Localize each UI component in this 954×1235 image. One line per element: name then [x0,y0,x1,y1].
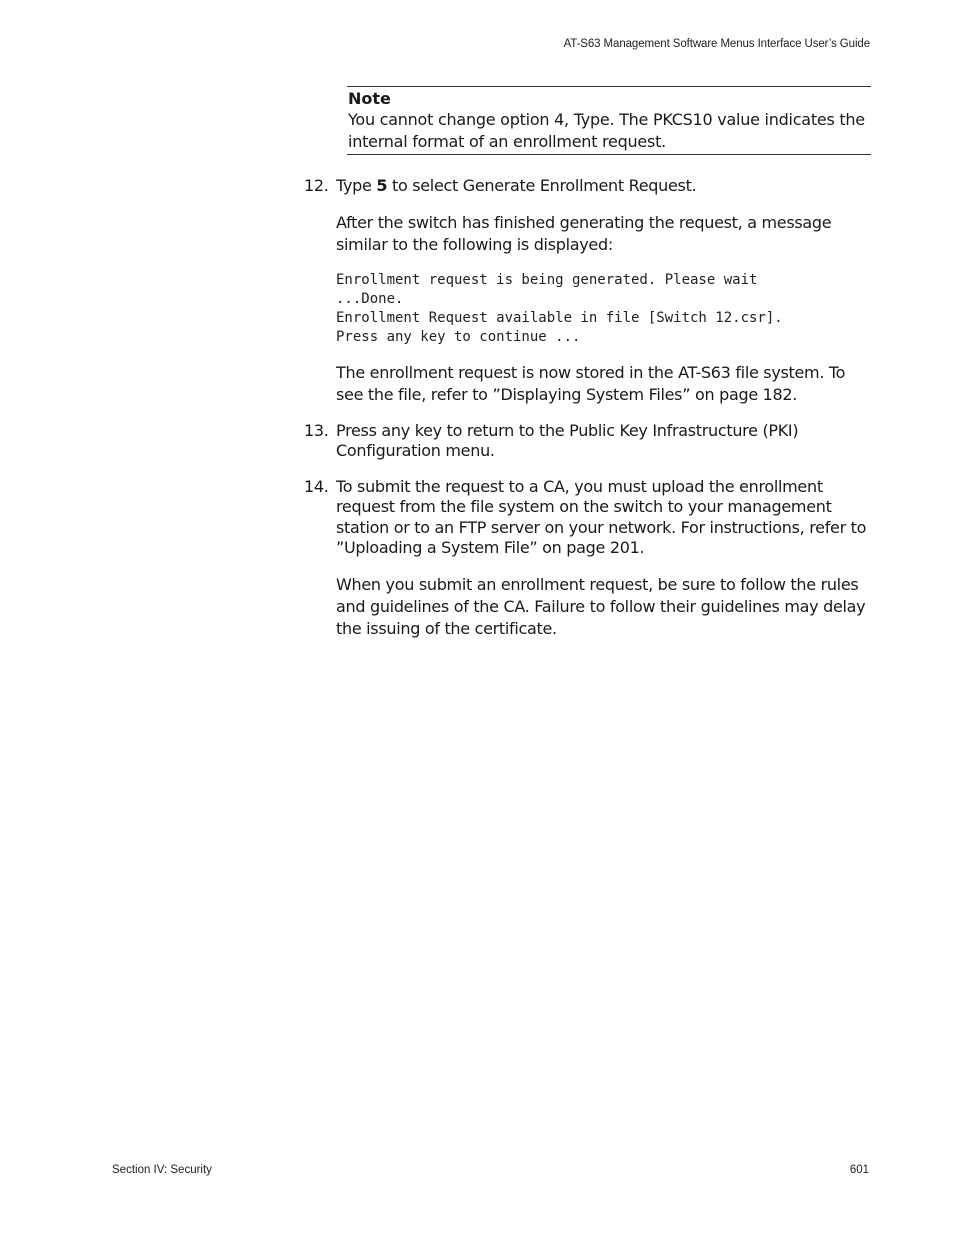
main-content [304,176,870,640]
code-line: Enrollment Request available in file [Switch 12.csr]. [336,309,783,326]
step-number: 14. [304,476,329,496]
step-12-paragraph-2: The enrollment request is now stored in the AT-S63 file system. To see the file, refer to ”Displaying System Files” on page 182. [336,362,846,404]
step-number: 13. [304,420,329,440]
note-body: You cannot change option 4, Type. The PKCS10 value indicates the internal format of an enrollment request. [348,110,865,151]
step-14 [304,477,870,559]
step-text: Press any key to return to the Public Key Infrastructure (PKI) Configuration menu. [336,420,799,460]
code-line: ...Done. [336,290,404,307]
step-text [336,176,870,197]
note-box [347,86,871,155]
step-text: To submit the request to a CA, you must upload the enrollment request from the file system on the switch to your management station or to an FTP server on your network. For instructions, refer to ”Uploading a System File” on page 201. [336,476,867,557]
step-number: 12. [304,176,329,195]
step-12-paragraph-1: After the switch has finished generating the request, a message similar to the following is displayed: [336,212,832,254]
code-block [336,271,870,347]
step-12 [304,176,870,197]
step-13 [304,421,870,462]
page-number: 601 [849,1164,869,1176]
step-14-paragraph: When you submit an enrollment request, be sure to follow the rules and guidelines of the CA. Failure to follow their guidelines may delay the issuing of the certificate. [336,574,866,638]
key-five: 5 [376,176,388,195]
code-line: Enrollment request is being generated. Please wait [336,271,758,288]
step-text-prefix: Type [336,176,377,195]
note-heading: Note [348,89,391,108]
running-header: AT-S63 Management Software Menus Interface User’s Guide [563,38,870,50]
code-line: Press any key to continue ... [336,328,581,345]
step-text-suffix: to select Generate Enrollment Request. [387,176,697,195]
footer-section: Section IV: Security [112,1164,212,1176]
